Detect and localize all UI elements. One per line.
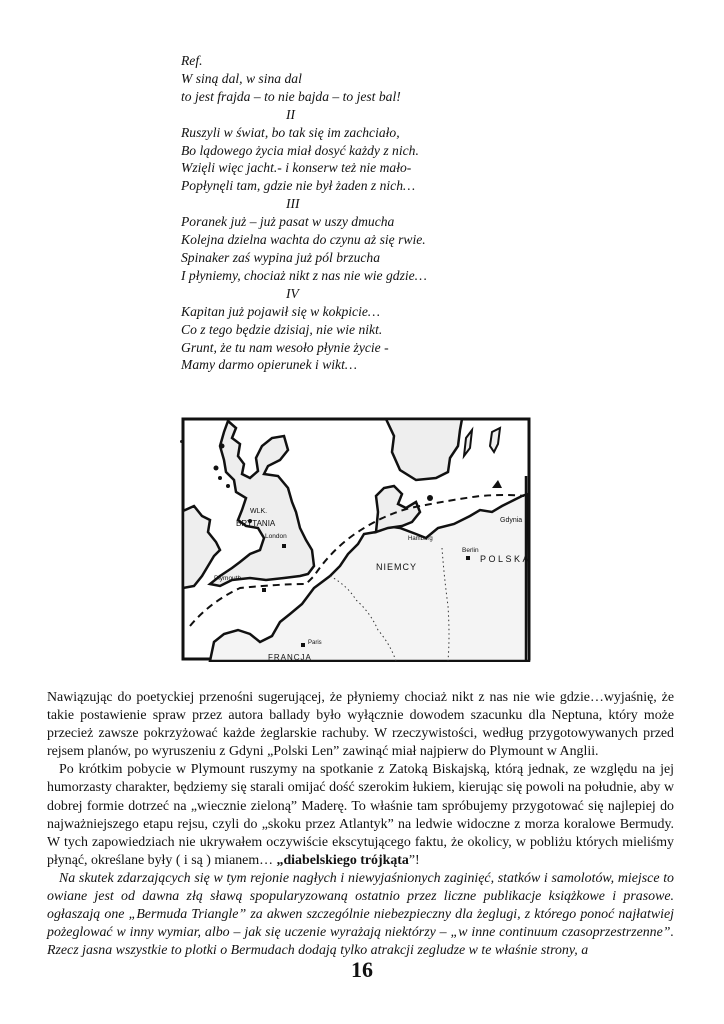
- poem-line: Wzięli więc jacht.- i konserw też nie mało-: [181, 160, 412, 176]
- paragraph-2: [47, 761, 674, 870]
- poem-line: W siną dal, w sina dal: [181, 70, 302, 86]
- poem-line: Grunt, że tu nam wesoło płynie życie -: [181, 339, 389, 355]
- poem-line: Kolejna dzielna wachta do czynu aż się rwie.: [181, 232, 426, 248]
- label-niemcy: NIEMCY: [376, 562, 418, 572]
- poem-line: Co z tego będzie dzisiaj, nie wie nikt.: [181, 321, 383, 337]
- label-berlin: Berlin: [462, 547, 479, 554]
- poem-line: I płyniemy, chociaż nikt z nas nie wie gdzie…: [181, 267, 427, 283]
- label-london: London: [265, 533, 287, 540]
- paragraph-3: Na skutek zdarzających się w tym rejonie nagłych i niewyjaśnionych zaginięć, statków i samolotów, miejsce to owiane jest od dawna złą sławą spopularyzowaną ostatnio przez liczne publikacje książkowe i prasowe. ogłaszają one „Bermuda Triangle” za akwen szczególnie niebezpieczny dla żeglugi, z którego ponoć najłatwiej pożeglować w inny wymiar, albo – jak się uczenie wyrażają niektórzy – „w inne continuum czasoprzestrzenne”. Rzecz jasna wszystkie to plotki o Bermudach dodają tylko atrakcji zegludze w te właśnie strony, a: [47, 870, 674, 959]
- berlin-marker: [466, 556, 470, 560]
- label-francja: FRANCJA: [268, 653, 312, 662]
- poem-line: Poranek już – już pasat w uszy dmucha: [181, 214, 395, 230]
- paragraph-1: Nawiązując do poetyckiej przenośni sugerującej, że płyniemy chociaż nikt z nas nie wie gdzie…wyjaśnię, że takie postawienie spraw przez autora ballady było wyłącznie dowodem szacunku dla Neptuna, który może przecież zawsze pokrzyżować każde żeglarskie rachuby. W rzeczywistości, według przygotowywanych przed rejsem planów, po wyruszeniu z Gdyni „Polski Len” zawinąć miał najpierw do Plymount w Anglii.: [47, 690, 674, 760]
- poem-line: Ref.: [181, 53, 203, 68]
- label-paris: Paris: [308, 640, 322, 646]
- stanza-number: II: [286, 106, 296, 122]
- body-text: [47, 689, 674, 960]
- label-brytania: BRYTANIA: [236, 519, 276, 528]
- paragraph-2-end: ”!: [408, 852, 420, 868]
- route-map: [180, 416, 532, 662]
- label-wlk: WLK.: [250, 508, 268, 515]
- poem-line: Popłynęli tam, gdzie nie był żaden z nich…: [181, 178, 416, 194]
- stanza-number: IV: [286, 285, 299, 301]
- poem-line: Ruszyli w świat, bo tak się im zachciało,: [181, 124, 400, 140]
- london-marker: [282, 544, 286, 548]
- poem-line: Spinaker zaś wypina już pól brzucha: [181, 249, 380, 265]
- label-hamburg: Hamburg: [408, 536, 433, 542]
- page-number: 16: [351, 957, 373, 982]
- poem-line: Kapitan już pojawił się w kokpicie…: [181, 303, 380, 319]
- poem-line: Mamy darmo opierunek i wikt…: [181, 357, 357, 373]
- label-polska: POLSKA: [480, 554, 532, 564]
- label-gdynia: Gdynia: [500, 517, 523, 524]
- paris-marker: [301, 643, 305, 647]
- poem-line: to jest frajda – to nie bajda – to jest bal!: [181, 88, 401, 104]
- stanza-number: III: [286, 196, 300, 212]
- poem: [181, 52, 501, 374]
- label-plymouth: Plymouth: [214, 575, 242, 582]
- paragraph-2-main: Po krótkim pobycie w Plymount ruszymy na spotkanie z Zatoką Biskajską, którą jednak, ze względu na jej humorzasty charakter, będziemy się starali omijać dość szerokim łukiem, kierując się powoli na południe, aby w dobrej formie dotrzeć na „wiecznie zieloną” Maderę. To właśnie tam spróbujemy przygotować się najlepiej do najważniejszego etapu rejsu, czyli do „skoku przez Atlantyk” na ledwie widoczne z morza koralowe Bermudy. W tych zapowiedziach nie ukrywałem oczywiście ekscytującego faktu, że okolicy, w pobliżu których mieliśmy płynąć, określane były ( i są ) mianem…: [47, 762, 674, 868]
- poem-line: Bo lądowego życia miał dosyć każdy z nich.: [181, 142, 419, 158]
- paragraph-2-emphasis: „diabelskiego trójkąta: [276, 852, 409, 868]
